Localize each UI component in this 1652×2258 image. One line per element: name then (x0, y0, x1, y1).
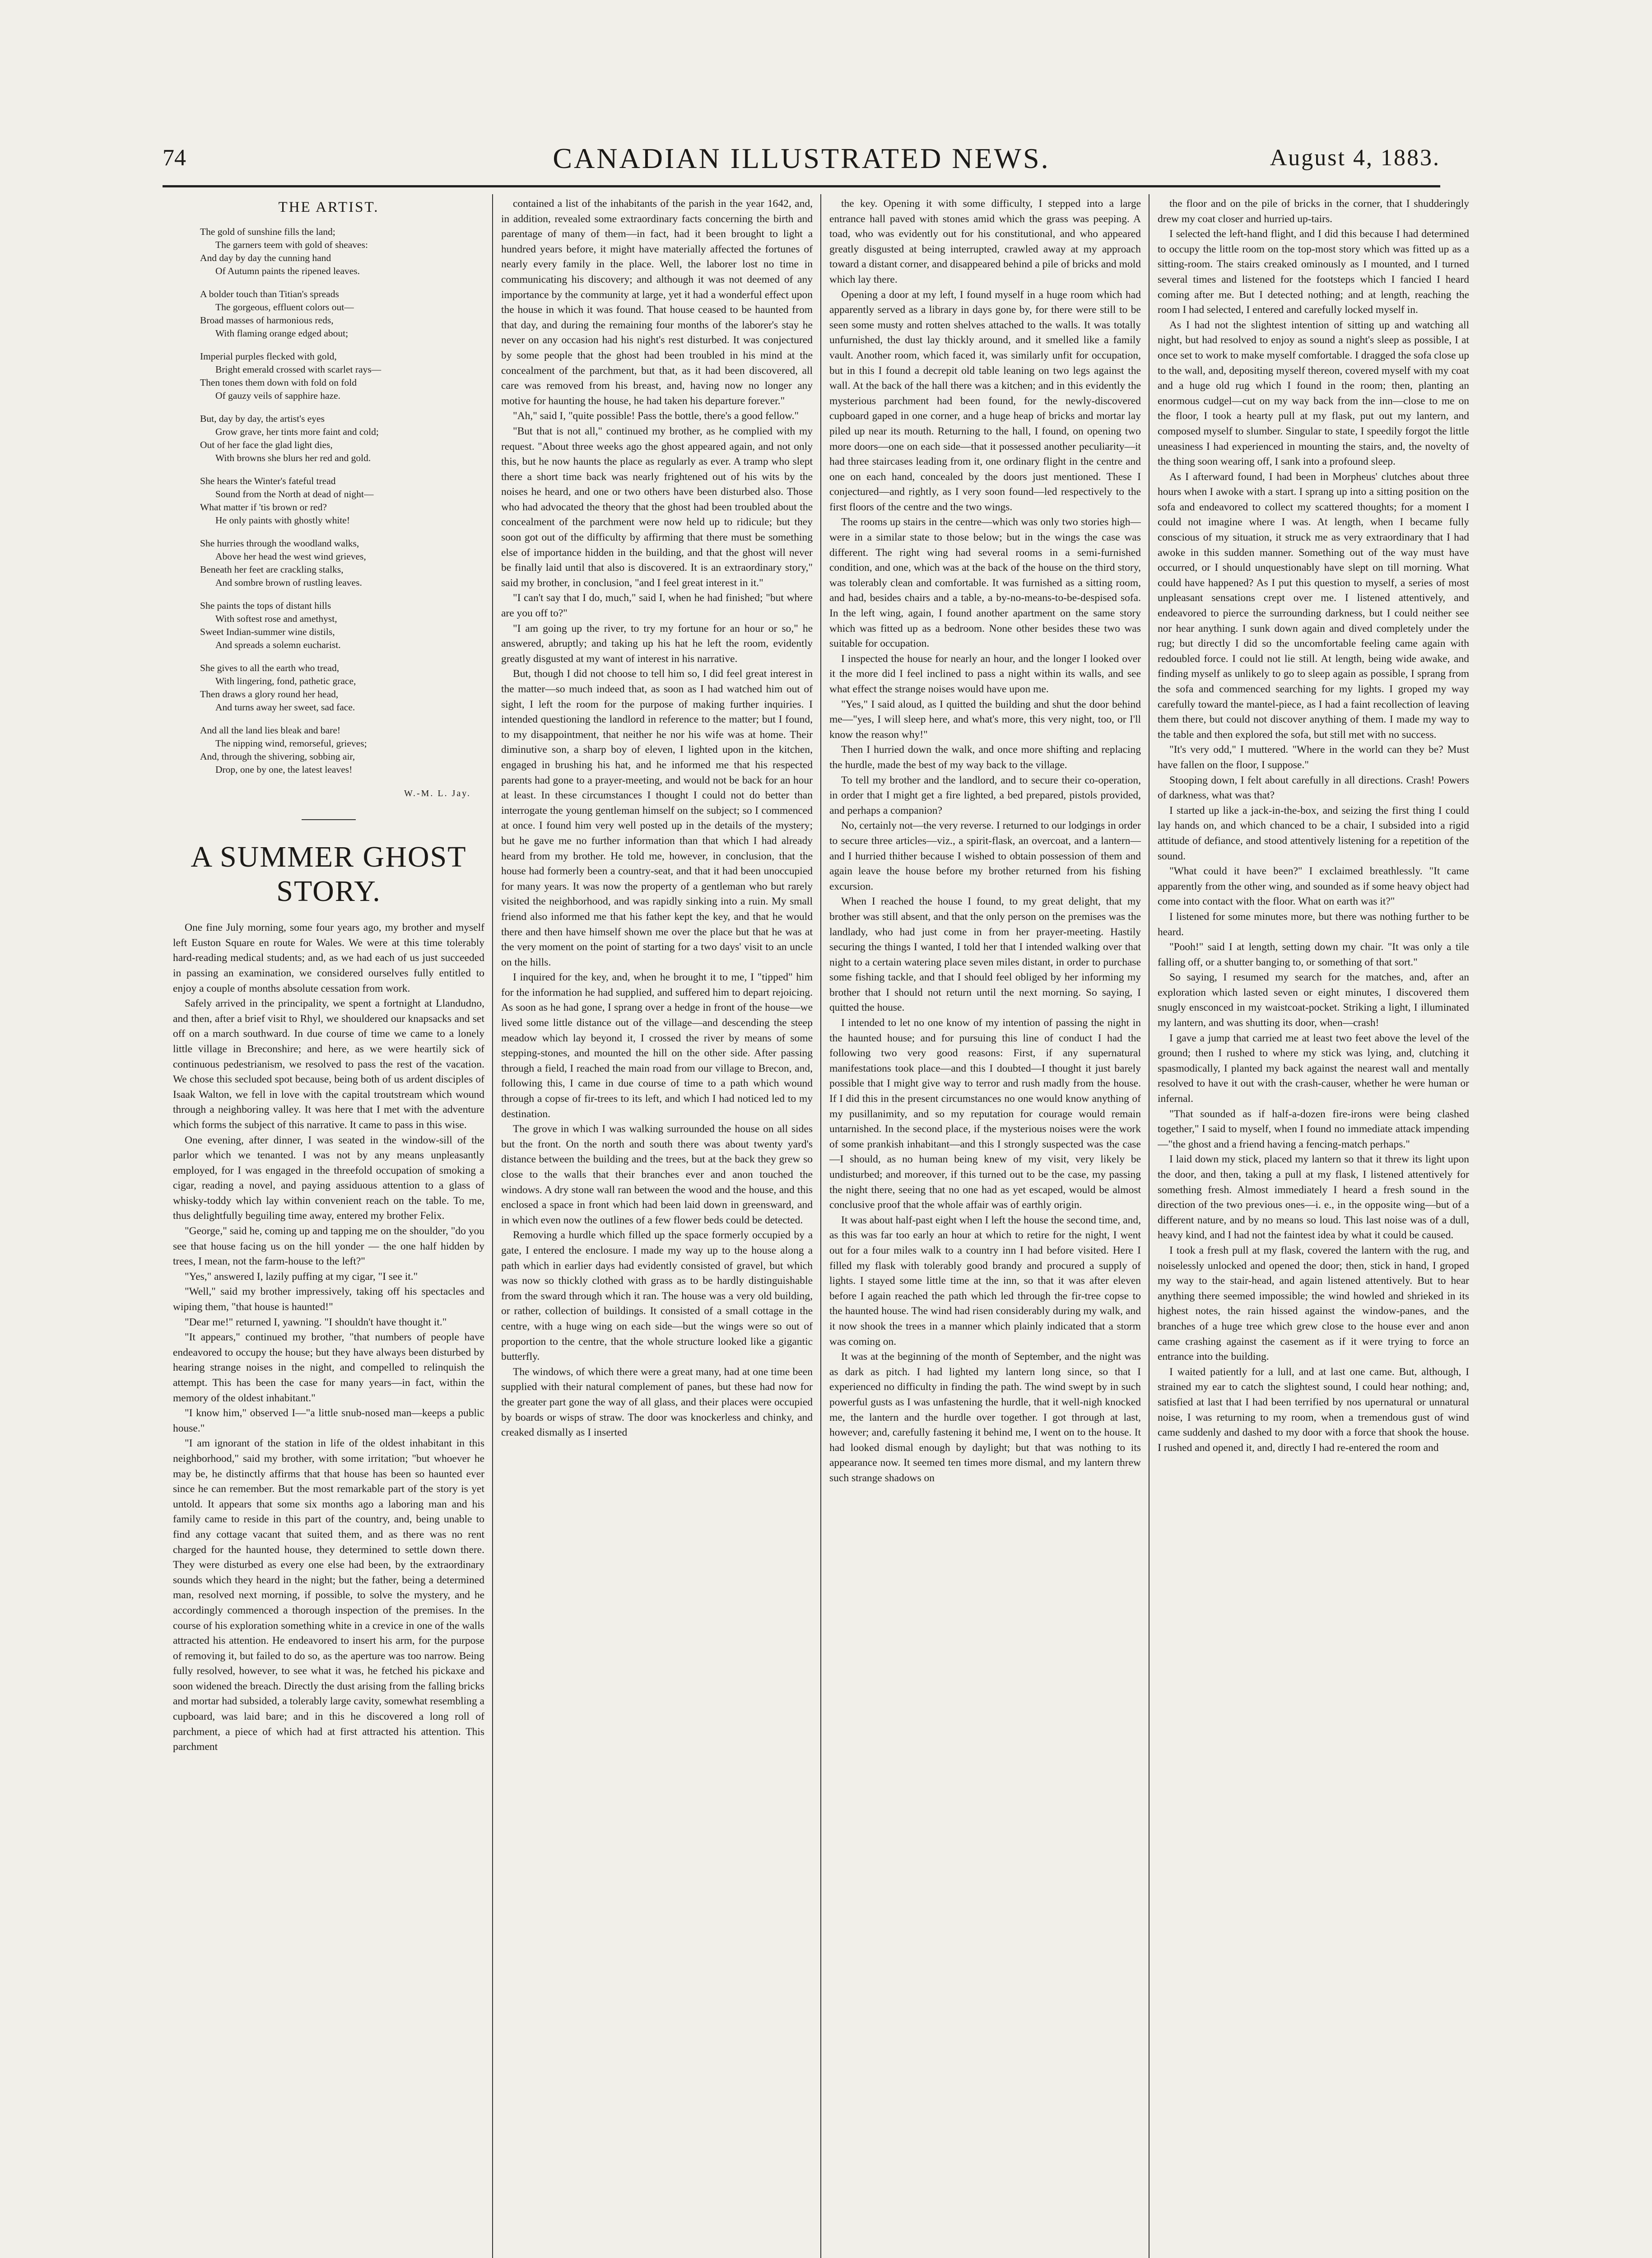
issue-date: August 4, 1883. (1270, 145, 1440, 171)
column-2 (501, 196, 813, 2258)
poem-line: Bright emerald crossed with scarlet rays— (215, 364, 382, 375)
story-paragraph: One fine July morning, some four years ago, my brother and myself left Euston Square en route for Wales. We were at this time tolerably hard-reading medical students; and, as we had each of us just succeeded in passing an examination, we considered ourselves fully entitled to enjoy a couple of months absolute cessation from work. (173, 922, 484, 994)
story-paragraph: the key. Opening it with some difficulty, I stepped into a large entrance hall paved with stones amid which the grass was peeping. A toad, who was evidently out for his constitutional, and who appeared greatly disgusted at being interrupted, crawled away at my approach toward a distant corner, and disappeared behind a pile of bricks and mold which lay there. (829, 198, 1141, 285)
story-paragraph: The windows, of which there were a great many, had at one time been supplied with their natural complement of panes, but these had now for the greater part gone the way of all glass, and their places were occupied by boards or wisps of straw. The door was knockerless and chinky, and creaked dismally as I inserted (501, 1366, 813, 1439)
poem-line: But, day by day, the artist's eyes (200, 413, 325, 424)
poem-stanza (200, 599, 484, 652)
column-rule (820, 194, 821, 2258)
poem-line: And, through the shivering, sobbing air, (200, 751, 355, 762)
story-paragraph: I listened for some minutes more, but there was nothing further to be heard. (1158, 910, 1469, 938)
story-paragraph: I started up like a jack-in-the-box, and seizing the first thing I could lay hands on, and which chanced to be a chair, I subsided into a rigid attitude of defiance, and stood attentively listening for a repetition of the sound. (1158, 804, 1469, 862)
story-paragraph: Safely arrived in the principality, we spent a fortnight at Llandudno, and then, after a brief visit to Rhyl, we shouldered our knapsacks and set off on a march southward. In due course of time we came to a lonely little village in Breconshire; and here, as we were heartily sick of continuous pedestrianism, we resolved to pass the rest of the vacation. We chose this secluded spot because, being both of us ardent disciples of Isaak Walton, we fell in love with the capital troutstream which wound through a neighboring valley. It was here that I met with the adventure which forms the subject of this narrative. It came to pass in this wise. (173, 998, 484, 1131)
poem-stanza (200, 475, 484, 527)
poem-line: She hurries through the woodland walks, (200, 537, 359, 549)
column-3 (829, 196, 1141, 2258)
story-paragraph: I selected the left-hand flight, and I did this because I had determined to occupy the little room on the top-most story which was fitted up as a sitting-room. The stairs creaked ominously as I mounted, and I turned several times and listened for the footsteps which I fancied I heard coming after me. But I detected nothing; and at length, reaching the room I had selected, I entered and carefully locked myself in. (1158, 228, 1469, 316)
poem-stanza (200, 537, 484, 589)
poem-line: The gorgeous, effluent colors out— (215, 301, 354, 313)
poem-line: With lingering, fond, pathetic grace, (215, 675, 356, 686)
poem-line: With browns she blurs her red and gold. (215, 452, 371, 463)
masthead (163, 135, 1440, 187)
poem-line: And sombre brown of rustling leaves. (215, 577, 362, 588)
poem-line: She gives to all the earth who tread, (200, 662, 340, 673)
story-paragraph: "I can't say that I do, much," said I, when he had finished; "but where are you off to?" (501, 592, 813, 620)
poem-line: Of gauzy veils of sapphire haze. (215, 390, 341, 401)
column-4 (1158, 196, 1469, 2258)
story-paragraph: "Dear me!" returned I, yawning. "I shouldn't have thought it." (185, 1316, 447, 1328)
poem-line: Sound from the North at dead of night— (215, 488, 374, 499)
story-paragraph: "Ah," said I, "quite possible! Pass the bottle, there's a good fellow." (513, 410, 799, 422)
poem-line: Beneath her feet are crackling stalks, (200, 564, 344, 575)
story-paragraph: But, though I did not choose to tell him so, I did feel great interest in the matter—so much indeed that, as soon as I had watched him out of sight, I left the room for the purpose of making further inquiries. I intended questioning the landlord in reference to the matter; but I found, to my disappointment, that neither he nor his wife was at home. Their diminutive son, a sharp boy of eleven, I lighted upon in the kitchen, engaged in brushing his hat, and he informed me that his respected parents had gone to a prayer-meeting, and would not be back for an hour at least. In these circumstances I thought I could not do better than interrogate the young gentleman himself on the subject; so I commenced at once. I found him very well posted up in the details of the mystery; but he gave me no further information than that which I had already heard from my brother. He told me, however, in conclusion, that the house had formerly been a country-seat, and that it had been unoccupied for many years. It was now the property of a gentleman who but rarely visited the neighborhood, and was rapidly sinking into a ruin. My small friend also informed me that his father kept the key, and that he would there and then have himself shown me over the place but that he was at the very moment on the point of starting for a two days' visit to an uncle on the hills. (501, 668, 813, 968)
story-paragraph: "George," said he, coming up and tapping me on the shoulder, "do you see that house facing us on the hill yonder — the one half hidden by trees, I mean, not the farm-house to the left?" (173, 1225, 484, 1268)
story-paragraph: I took a fresh pull at my flask, covered the lantern with the rug, and noiselessly unlocked and opened the door; then, stick in hand, I groped my way to the stair-head, and again listened attentively. But to hear anything there seemed impossible; the wind howled and shrieked in its highest notes, the rain hissed against the window-panes, and the branches of a huge tree which grew close to the house ever and anon came crashing against the casement as if it were trying to force an entrance into the building. (1158, 1244, 1469, 1363)
poem-line: Above her head the west wind grieves, (215, 551, 366, 562)
story-paragraph: "What could it have been?" I exclaimed breathlessly. "It came apparently from the other wing, and sounded as if some heavy object had come into contact with the floor. What on earth was it?" (1158, 865, 1469, 908)
story-paragraph: "It appears," continued my brother, "that numbers of people have endeavored to occupy the house; but they have always been disturbed by hearing strange noises in the night, and compelled to relinquish the attempt. This has been the case for many years—in fact, within the memory of the oldest inhabitant." (173, 1331, 484, 1404)
poem-line: And turns away her sweet, sad face. (215, 701, 355, 713)
poem-stanza (200, 662, 484, 714)
poem-line: The nipping wind, remorseful, grieves; (215, 737, 367, 749)
story-paragraph: Removing a hurdle which filled up the space formerly occupied by a gate, I entered the enclosure. I made my way up to the house along a path which in earlier days had evidently consisted of gravel, but which was now so thickly clothed with grass as to be hardly distinguishable from the sward through which it ran. The house was a very old building, or rather, collection of buildings. It consisted of a small cottage in the centre, with a huge wing on each side—but the wings were so out of proportion to the centre, that the whole structure looked like a gigantic butterfly. (501, 1229, 813, 1363)
story-title: A SUMMER GHOST STORY. (191, 840, 467, 908)
story-paragraph: As I had not the slightest intention of sitting up and watching all night, but had resolved to enjoy as sound a night's sleep as possible, I at once set to work to make myself comfortable. I dragged the sofa close up to the wall, and, depositing myself thereon, covered myself with my coat and a huge old rug which I found in the room; then, planting an enormous cudgel—cut on my way back from the inn—close to me on the floor, I took a hearty pull at my flask, put out my lantern, and composed myself to slumber. Singular to state, I speedily forgot the little uneasiness I had experienced in mounting the stairs, and, the novelty of the thing soon wearing off, I sank into a profound sleep. (1158, 319, 1469, 468)
column-1 (173, 196, 484, 2258)
poem-line: He only paints with ghostly white! (215, 514, 350, 526)
poem-line: Imperial purples flecked with gold, (200, 350, 337, 362)
story-column-3-text (829, 196, 1141, 1486)
story-paragraph: I inspected the house for nearly an hour, and the longer I looked over it the more did I feel inclined to pass a night within its walls, and see what effect the strange noises would have upon me. (829, 653, 1141, 695)
story-paragraph: So saying, I resumed my search for the matches, and, after an exploration which lasted seven or eight minutes, I discovered them snugly ensconced in my waistcoat-pocket. Striking a light, I illuminated my lantern, and was shutting its door, when—crash! (1158, 971, 1469, 1029)
story-paragraph: contained a list of the inhabitants of the parish in the year 1642, and, in addition, revealed some extraordinary facts concerning the birth and parentage of many of them—in fact, had it been brought to light a hundred years before, it might have materially affected the fortunes of nearly every family in the place. Well, the laborer lost no time in communicating his discovery; and although it was not deemed of any importance by the community at large, yet it had a wonderful effect upon the house in which it was found. That house ceased to be haunted from that day, and during the remaining four months of the laborer's stay he never on any occasion had his night's rest disturbed. It was conjectured by some people that the ghost had been troubled in his mind at the concealment of the parchment, but that, as it had been discovered, all care was removed from his breast, and, having now no longer any motive for haunting the house, he had taken his departure forever." (501, 198, 813, 407)
story-column-4-text (1158, 196, 1469, 1456)
poem-line: What matter if 'tis brown or red? (200, 501, 327, 513)
poem-line: With softest rose and amethyst, (215, 613, 337, 624)
story-paragraph: the floor and on the pile of bricks in the corner, that I shudderingly drew my coat closer and hurried up-tairs. (1158, 198, 1469, 225)
story-paragraph: "I am going up the river, to try my fortune for an hour or so," he answered, abruptly; and taking up his hat he left the room, evidently greatly disgusted at my want of interest in his narrative. (501, 622, 813, 665)
poem-line: The garners teem with gold of sheaves: (215, 239, 368, 250)
poem-stanza (200, 412, 484, 465)
poem-stanza (200, 288, 484, 340)
poem-body (173, 225, 484, 776)
story-paragraph: To tell my brother and the landlord, and to secure their co-operation, in order that I might get a fire lighted, a bed prepared, pistols provided, and perhaps a companion? (829, 774, 1141, 816)
poem-line: And spreads a solemn eucharist. (215, 639, 341, 650)
story-paragraph: It was at the beginning of the month of September, and the night was as dark as pitch. I had lighted my lantern long since, so that I experienced no difficulty in finding the path. The wind swept by in such powerful gusts as I was unfastening the hurdle, that it well-nigh knocked me, the lantern and the hurdle over together. I got through at last, however; and, carefully fastening it behind me, I went on to the house. It had looked dismal enough by daylight; but that was nothing to its appearance now. It seemed ten times more dismal, and my lantern threw such strange shadows on (829, 1351, 1141, 1484)
newspaper-title: CANADIAN ILLUSTRATED NEWS. (553, 142, 1050, 174)
poem-line: Then tones them down with fold on fold (200, 377, 357, 388)
story-paragraph: The rooms up stairs in the centre—which was only two stories high—were in a similar state to those below; but in the wings the case was different. The right wing had several rooms in a semi-furnished condition, and one, which was at the back of the house on the third story, was tolerably clean and comfortable. It was furnished as a sitting room, and had, besides chairs and a table, a by-no-means-to-be-despised sofa. In the left wing, again, I found another apartment on the same story which was fitted up as a bedroom. None other besides these two was suitable for occupation. (829, 516, 1141, 650)
story-paragraph: "I am ignorant of the station in life of the oldest inhabitant in this neighborhood," said my brother, with some irritation; "but whoever he may be, he distinctly affirms that that house has been so haunted ever since he can remember. But the most remarkable part of the story is yet untold. It appears that some six months ago a laboring man and his family came to reside in this part of the country, and, being unable to find any cottage vacant that suited them, and as there was no rent charged for the haunted house, they determined to settle down there. They were disturbed as every one else had been, by the extraordinary sounds which they heard in the night; but the father, being a determined man, resolved next morning, if possible, to solve the mystery, and he accordingly commenced a thorough inspection of the premises. In the course of his exploration something white in a crevice in one of the walls attracted his attention. He endeavored to insert his arm, for the purpose of removing it, but failed to do so, as the aperture was too narrow. Being fully resolved, however, to see what it was, he fetched his pickaxe and soon widened the breach. Directly the dust arising from the falling bricks and mortar had subsided, a tolerably large cavity, somewhat resembling a cupboard, was laid bare; and in this he discovered a long roll of parchment, a piece of which had at first attracted his attention. This parchment (173, 1437, 484, 1753)
story-paragraph: It was about half-past eight when I left the house the second time, and, as this was far too early an hour at which to retire for the night, I went out for a four miles walk to a country inn I had before visited. Here I filled my flask with tolerably good brandy and procured a supply of lights. I stayed some little time at the inn, so that it was after eleven before I again reached the path which led through the fir-tree copse to the haunted house. The wind had risen considerably during my walk, and it now shook the trees in a manner which plainly indicated that a storm was coming on. (829, 1214, 1141, 1348)
story-column-2-text (501, 196, 813, 1441)
poem-line: Of Autumn paints the ripened leaves. (215, 265, 360, 276)
story-paragraph: I gave a jump that carried me at least two feet above the level of the ground; then I rushed to where my stick was lying, and, clutching it spasmodically, I planted my back against the nearest wall and mentally resolved to have it out with the crash-causer, whether he were human or infernal. (1158, 1032, 1469, 1105)
poem-line: Then draws a glory round her head, (200, 688, 339, 700)
poem-stanza (200, 225, 484, 278)
page-number: 74 (163, 145, 186, 171)
story-paragraph: I intended to let no one know of my intention of passing the night in the haunted house; and for pursuing this line of conduct I had the following two very good reasons: First, if any supernatural manifestations took place—and this I doubted—I thought it just barely possible that I might give way to terror and rush madly from the house. If I did this in the present circumstances no one would know anything of my pusillanimity, and so my reputation for courage would remain untarnished. In the second place, if the mysterious noises were the work of some prankish inhabitant—and this I strongly suspected was the case—I should, as no human being knew of my visit, very likely be undisturbed; and moreover, if this turned out to be the case, my passing the night there, seeing that no one had as yet escaped, would be almost conclusive proof that the whole affair was of earthly origin. (829, 1017, 1141, 1211)
story-paragraph: "But that is not all," continued my brother, as he complied with my request. "About three weeks ago the ghost appeared again, and not only this, but he now haunts the place as regularly as ever. A tramp who slept there a short time back was nearly frightened out of his wits by the noises he heard, and one or two others have been disturbed also. Those who had advocated the theory that the ghost had been troubled about the concealment of the parchment were now held up to ridicule; but they soon got out of the difficulty by affirming that there must be something else of importance hidden in the building, and that the ghost will never be finally laid until that also is discovered. It is an extraordinary story," said my brother, in conclusion, "and I feel great interest in it." (501, 425, 813, 589)
poem-line: Out of her face the glad light dies, (200, 439, 333, 450)
story-paragraph: I laid down my stick, placed my lantern so that it threw its light upon the door, and then, taking a pull at my flask, I listened attentively for something fresh. Almost immediately I heard a fresh sound in the direction of the two previous ones—i. e., in the opposite wing—but of a different nature, and by no means so loud. This last noise was of a dull, heavy kind, and I had not the faintest idea by what it could be caused. (1158, 1153, 1469, 1241)
story-paragraph: Then I hurried down the walk, and once more shifting and replacing the hurdle, made the best of my way back to the village. (829, 744, 1141, 771)
story-paragraph: I inquired for the key, and, when he brought it to me, I "tipped" him for the information he had supplied, and suffered him to depart rejoicing. As soon as he had gone, I sprang over a hedge in front of the house—we lived some little distance out of the village—and descending the steep meadow which lay beyond it, I crossed the river by means of some stepping-stones, and mounted the hill on the other side. After passing through a field, I reached the main road from our village to Brecon, and, following this, I came in due course of time to a path which wound through a copse of fir-trees to its left, and which I had noticed led to my destination. (501, 971, 813, 1120)
story-paragraph: "That sounded as if half-a-dozen fire-irons were being clashed together," I said to myself, when I found no immediate attack impending—"the ghost and a friend having a fencing-match perhaps." (1158, 1108, 1469, 1150)
story-paragraph: "Yes," answered I, lazily puffing at my cigar, "I see it." (185, 1270, 418, 1283)
story-paragraph: "Yes," I said aloud, as I quitted the building and shut the door behind me—"yes, I will sleep here, and what's more, this very night, too, or I'll know the reason why!" (829, 698, 1141, 741)
poem-line: With flaming orange edged about; (215, 327, 349, 339)
story-paragraph: As I afterward found, I had been in Morpheus' clutches about three hours when I awoke with a start. I sprang up into a sitting position on the sofa and endeavored to collect my scattered thoughts; for a moment I could not imagine where I was. At length, when I became fully conscious of my situation, it struck me as very extraordinary that I had awoke in this sudden manner. Something out of the way must have occurred, or I should unquestionably have slept on till morning. What could have happened? As I put this question to myself, a series of most unpleasant sensations crept over me. I listened attentively, and endeavored to pierce the surrounding darkness, but I could neither see nor hear anything. I sunk down again and dived completely under the rug; but directly I did so the uncomfortable feeling came again with redoubled force. I could not lie still. At length, being wide awake, and finding myself as unlikely to go to sleep again as possible, I sprang from the sofa and commenced searching for my lights. I groped my way carefully toward the mantel-piece, as I had a faint recollection of leaving them there, but could not discover anything of them. I made my way to the table and then explored the sofa, but still met with no success. (1158, 471, 1469, 741)
story-column-1-text (173, 920, 484, 1755)
story-paragraph: One evening, after dinner, I was seated in the window-sill of the parlor which we tenanted. I was not by any means unpleasantly employed, for I was engaged in the threefold occupation of smoking a cigar, reading a novel, and paying assiduous attention to a glass of whisky-toddy which lay within convenient reach on the table. To me, thus delightfully beguiling time away, entered my brother Felix. (173, 1134, 484, 1222)
section-divider (302, 819, 356, 820)
poem-line: Drop, one by one, the latest leaves! (215, 764, 353, 775)
poem-line: And all the land lies bleak and bare! (200, 724, 341, 736)
story-paragraph: "Well," said my brother impressively, taking off his spectacles and wiping them, "that house is haunted!" (173, 1286, 484, 1313)
story-paragraph: The grove in which I was walking surrounded the house on all sides but the front. On the north and south there was about twenty yard's distance between the building and the trees, but at the back they grew so close to the walls that their branches ever and anon touched the windows. A dry stone wall ran between the wood and the house, and this enclosed a space in front which had been laid down in greensward, and in which even now the outlines of a few flower beds could be detected. (501, 1123, 813, 1226)
poem-line: And day by day the cunning hand (200, 252, 331, 263)
story-paragraph: "Pooh!" said I at length, setting down my chair. "It was only a tile falling off, or a shutter banging to, or something of that sort." (1158, 941, 1469, 968)
story-paragraph: I waited patiently for a lull, and at last one came. But, although, I strained my ear to catch the slightest sound, I could hear nothing; and, satisfied at last that I had been terrified by nos upernatural or unnatural noise, I was returning to my room, when a tremendous gust of wind came suddenly and dashed to my door with a force that shook the house. I rushed and opened it, and, directly I had re-entered the room and (1158, 1366, 1469, 1454)
story-paragraph: Stooping down, I felt about carefully in all directions. Crash! Powers of darkness, what was that? (1158, 774, 1469, 802)
story-paragraph: "It's very odd," I muttered. "Where in the world can they be? Must have fallen on the floor, I suppose." (1158, 744, 1469, 771)
poem-line: She hears the Winter's fateful tread (200, 475, 336, 486)
poem-line: The gold of sunshine fills the land; (200, 226, 335, 237)
story-paragraph: "I know him," observed I—"a little snub-nosed man—keeps a public house." (173, 1407, 484, 1434)
poem-stanza (200, 350, 484, 402)
poem-stanza (200, 724, 484, 776)
poem-line: A bolder touch than Titian's spreads (200, 288, 339, 299)
column-rule (492, 194, 493, 2258)
poem-title: THE ARTIST. (278, 199, 379, 215)
poem-line: Grow grave, her tints more faint and cold; (215, 426, 379, 437)
poem-line: She paints the tops of distant hills (200, 600, 331, 611)
story-paragraph: Opening a door at my left, I found myself in a huge room which had apparently served as a library in days gone by, for there were still to be seen some musty and rotten shelves attached to the walls. It was totally unfurnished, the dust lay thickly around, and it smelled like a family vault. Another room, which faced it, was similarly unfit for occupation, but in this I found a decrepit old table leaning on two legs against the wall. At the back of the hall there was a kitchen; and in this evidently the mysterious parchment had been found, for the newly-discovered cupboard gaped in one corner, and a huge heap of bricks and mortar lay piled up near its mouth. Returning to the hall, I found, on opening two more doors—one on each side—that it possessed another peculiarity—it had three staircases leading from it, one ordinary flight in the centre and one on each hand, concealed by the doors just mentioned. These I conjectured—and rightly, as I very soon found—led respectively to the first floors of the centre and the two wings. (829, 289, 1141, 513)
poem-author: W.-M. L. Jay. (404, 788, 471, 798)
poem-line: Sweet Indian-summer wine distils, (200, 626, 335, 637)
story-paragraph: No, certainly not—the very reverse. I returned to our lodgings in order to secure three articles—viz., a spirit-flask, an overcoat, and a lantern—and I hurried thither because I wished to obtain possession of them and again leave the house before my brother returned from his fishing excursion. (829, 820, 1141, 892)
poem-line: Broad masses of harmonious reds, (200, 314, 334, 326)
story-paragraph: When I reached the house I found, to my great delight, that my brother was still absent, and that the only person on the premises was the landlady, who had just come in from her prayer-meeting. Hastily securing the things I wanted, I told her that I intended walking over that night to a certain watering place seven miles distant, in order to purchase some fishing tackle, and that I should feel obliged by her informing my brother that I should not return until the next morning. So saying, I quitted the house. (829, 896, 1141, 1014)
